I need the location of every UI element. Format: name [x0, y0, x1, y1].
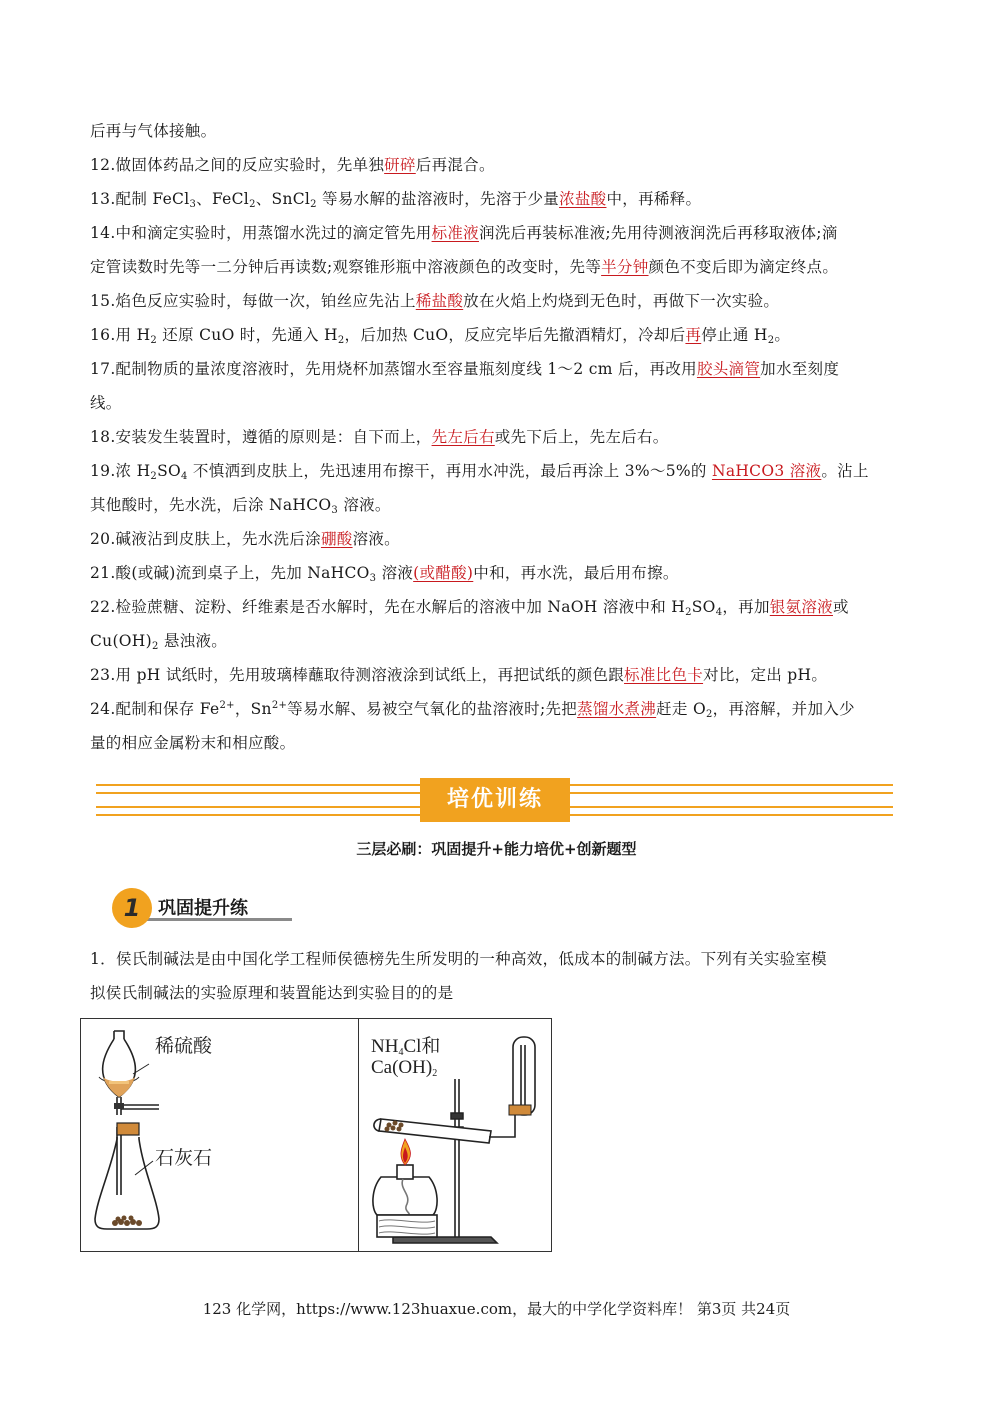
subscript: 2 — [705, 709, 713, 720]
answer-text: 胶头滴管 — [696, 360, 761, 378]
text: ，后加热 CuO，反应完毕后先撤酒精灯，冷却后 — [344, 326, 686, 344]
subscript: 2 — [150, 471, 158, 482]
subscript: 3 — [189, 199, 197, 210]
question-1-line2 — [90, 976, 905, 1010]
text: 14.中和滴定实验时，用蒸馏水洗过的滴定管先用 — [90, 224, 432, 242]
item-14-line1 — [90, 216, 905, 250]
text: 其他酸时，先水洗，后涂 NaHCO — [90, 496, 332, 514]
text: ，再加 — [722, 598, 770, 616]
text: 不慎洒到皮肤上，先迅速用布擦干，再用水冲洗，最后再涂上 3%～5%的 — [187, 462, 712, 480]
item-21 — [90, 556, 905, 590]
text: 后再混合。 — [415, 156, 495, 174]
text: 中和，再水洗，最后用布擦。 — [473, 564, 679, 582]
question-1-line1 — [90, 942, 905, 976]
text: 13.配制 FeCl — [90, 190, 190, 208]
answer-text: 硼酸 — [320, 530, 353, 548]
section-banner — [96, 778, 893, 822]
text: 24.配制和保存 Fe — [90, 700, 220, 718]
text: 量的相应金属粉末和相应酸。 — [90, 734, 296, 752]
text: SO — [157, 462, 182, 480]
item-13 — [90, 182, 905, 216]
answer-text: NaHCO3 溶液 — [711, 462, 822, 480]
text: NH — [371, 1036, 399, 1057]
text: 。 — [774, 326, 791, 344]
text: 后再与气体接触。 — [90, 122, 217, 140]
text: 溶液。 — [352, 530, 400, 548]
collection-tube — [489, 1037, 535, 1137]
text: 定管读数时先等一二分钟后再读数;观察锥形瓶中溶液颜色的改变时，先等 — [90, 258, 602, 276]
superscript: 2+ — [271, 700, 288, 711]
label-dilute-sulfuric-acid: 稀硫酸 — [155, 1036, 213, 1057]
text: ，Sn — [234, 700, 272, 718]
text: 拟侯氏制碱法的实验原理和装置能达到实验目的的是 — [90, 984, 454, 1002]
text: 溶液 — [376, 564, 414, 582]
text: SO — [691, 598, 716, 616]
text: Cu(OH) — [90, 632, 152, 650]
text: Ca(OH) — [371, 1057, 433, 1078]
item-20 — [90, 522, 905, 556]
text: 对比，定出 pH。 — [703, 666, 828, 684]
subscript: 3 — [369, 573, 377, 584]
tube-stopper — [509, 1105, 531, 1115]
text: 中，再稀释。 — [606, 190, 702, 208]
item-18 — [90, 420, 905, 454]
item-17-line2 — [90, 386, 905, 420]
text: 悬浊液。 — [158, 632, 228, 650]
answer-text: 蒸馏水煮沸 — [577, 700, 657, 718]
text: 21.酸(或碱)流到桌子上，先加 NaHCO — [90, 564, 370, 582]
answer-text: 标准液 — [431, 224, 479, 242]
text: 等易水解、易被空气氧化的盐溶液时;先把 — [287, 700, 578, 718]
apparatus-drawing — [81, 1019, 553, 1253]
answer-text: 银氨溶液 — [769, 598, 833, 616]
subscript: 2 — [310, 199, 317, 210]
answer-text: 再 — [685, 326, 702, 344]
subscript: 2 — [151, 641, 159, 652]
text: 赶走 O — [656, 700, 706, 718]
stopcock — [114, 1103, 124, 1109]
text: 等易水解的盐溶液时，先溶于少量 — [316, 190, 560, 208]
text: 18.安装发生装置时，遵循的原则是：自下而上， — [90, 428, 432, 446]
subscript: 3 — [331, 505, 339, 516]
subscript: 2 — [337, 335, 345, 346]
rubber-stopper — [117, 1123, 139, 1135]
text: 17.配制物质的量浓度溶液时，先用烧杯加蒸馏水至容量瓶刻度线 1～2 cm 后，再改用 — [90, 360, 697, 378]
item-22-line1 — [90, 590, 905, 624]
text: 、FeCl — [196, 190, 250, 208]
item-14-line2 — [90, 250, 905, 284]
answer-text: 研碎 — [384, 156, 416, 174]
answer-text: 标准比色卡 — [624, 666, 704, 684]
text: 溶液。 — [338, 496, 391, 514]
label-limestone: 石灰石 — [155, 1148, 213, 1169]
item-12 — [90, 148, 905, 182]
alcohol-lamp — [373, 1165, 437, 1237]
text: 12.做固体药品之间的反应实验时，先单独 — [90, 156, 385, 174]
subscript: 2 — [249, 199, 256, 210]
test-tube — [374, 1119, 491, 1143]
text: 23.用 pH 试纸时，先用玻璃棒蘸取待测溶液涂到试纸上，再把试纸的颜色跟 — [90, 666, 625, 684]
text: 。沾上 — [821, 462, 869, 480]
text: 还原 CuO 时，先通入 H — [157, 326, 338, 344]
subscript: 2 — [767, 335, 775, 346]
conical-flask — [95, 1137, 159, 1229]
text: 停止通 H — [701, 326, 768, 344]
answer-text: 稀盐酸 — [415, 292, 464, 310]
item-19-line1 — [90, 454, 905, 488]
label-reactant-1 — [371, 1031, 440, 1058]
item-23 — [90, 658, 905, 692]
section-number: 1 — [112, 888, 152, 928]
subscript: 4 — [398, 1047, 404, 1058]
item-22-line2 — [90, 624, 905, 658]
text: 22.检验蔗糖、淀粉、纤维素是否水解时，先在水解后的溶液中加 NaOH 溶液中和 H — [90, 598, 686, 616]
flame — [401, 1139, 411, 1165]
limestone-lumps — [112, 1216, 142, 1227]
subscript: 4 — [715, 607, 723, 618]
item-11-tail — [90, 114, 905, 148]
banner-title: 培优训练 — [420, 778, 570, 822]
label-reactant-2 — [371, 1057, 437, 1079]
subscript: 2 — [685, 607, 692, 618]
section-heading — [112, 888, 292, 930]
text: Cl和 — [403, 1036, 441, 1057]
acid-surface — [109, 1081, 129, 1084]
text: 加水至刻度 — [760, 360, 840, 378]
answer-text: 半分钟 — [601, 258, 649, 276]
item-16 — [90, 318, 905, 352]
section-title: 巩固提升练 — [158, 898, 248, 919]
answer-text: 先左后右 — [431, 428, 495, 446]
apparatus-figure — [80, 1018, 552, 1252]
subscript: 4 — [181, 471, 188, 482]
text: 或 — [832, 598, 849, 616]
text: 润洗后再装标准液;先用待测液润洗后再移取液体;滴 — [478, 224, 838, 242]
text: 或先下后上，先左后右。 — [494, 428, 669, 446]
text: 颜色不变后即为滴定终点。 — [648, 258, 839, 276]
text: 16.用 H — [90, 326, 151, 344]
subscript: 2 — [150, 335, 158, 346]
subtitle: 三层必刷：巩固提升+能力培优+创新题型 — [356, 840, 637, 858]
item-24-line1 — [90, 692, 905, 726]
superscript: 2+ — [219, 700, 235, 711]
item-19-line2 — [90, 488, 905, 522]
text: 15.焰色反应实验时，每做一次，铂丝应先沾上 — [90, 292, 416, 310]
item-24-line2 — [90, 726, 905, 760]
text: ，再溶解，并加入少 — [712, 700, 855, 718]
item-15 — [90, 284, 905, 318]
text: 1．侯氏制碱法是由中国化学工程师侯德榜先生所发明的一种高效，低成本的制碱方法。下列有关实验室模 — [90, 950, 827, 968]
text: 20.碱液沾到皮肤上，先水洗后涂 — [90, 530, 321, 548]
answer-text: 浓盐酸 — [559, 190, 607, 208]
item-17-line1 — [90, 352, 905, 386]
subscript: 2 — [432, 1068, 438, 1079]
text: 线。 — [90, 394, 122, 412]
text: 、SnCl — [255, 190, 311, 208]
text: 19.浓 H — [90, 462, 151, 480]
page-footer: 123 化学网，https://www.123huaxue.com，最大的中学化学资料库！ 第3页 共24页 — [202, 1300, 791, 1318]
answer-text: (或醋酸) — [413, 564, 474, 582]
text: 放在火焰上灼烧到无色时，再做下一次实验。 — [463, 292, 780, 310]
